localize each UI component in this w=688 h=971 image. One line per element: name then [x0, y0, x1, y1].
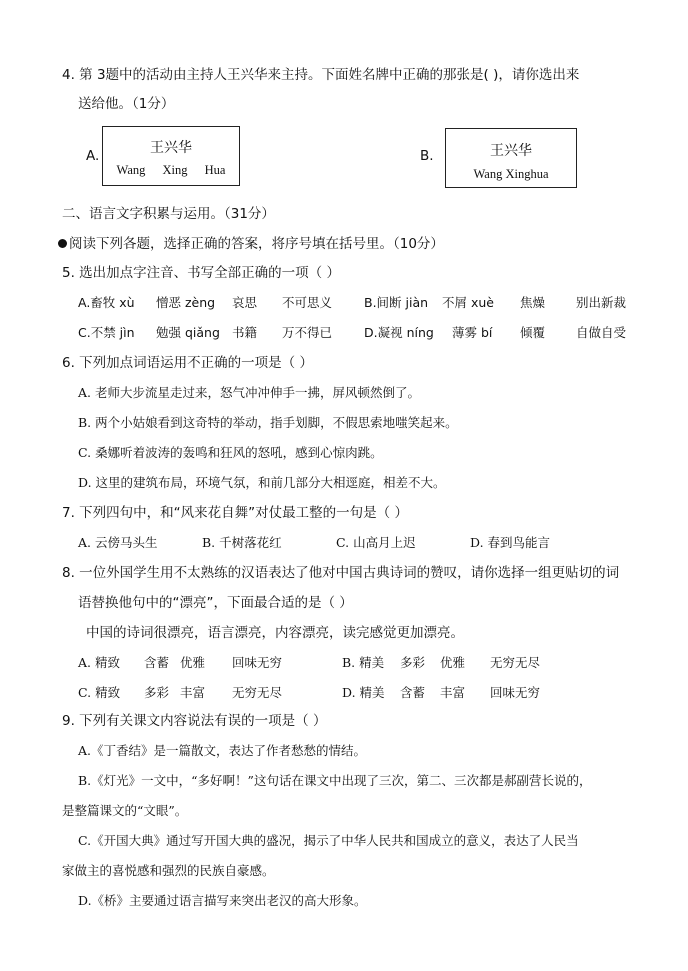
- q8-option-b-2: 多彩: [400, 655, 426, 670]
- q5-option-a-3: 哀思: [232, 295, 258, 310]
- q7-option-b: B. 千树落花红: [202, 535, 282, 550]
- q8-quote: 中国的诗词很漂亮，语言漂亮，内容漂亮，读完感觉更加漂亮。: [86, 625, 464, 641]
- name-card-a-pinyin: Wang Xing Hua: [116, 163, 226, 177]
- q5-option-c-2: 勉强 qiǎng: [156, 325, 220, 340]
- q8-option-a-2: 含蓄: [144, 655, 170, 670]
- q5-option-c-1: C.不禁 jìn: [78, 325, 135, 340]
- q5-option-b-1: B.间断 jiàn: [364, 295, 429, 310]
- q5-option-c-3: 书籍: [232, 325, 258, 340]
- q4-stem-line2: 送给他。（1分）: [78, 96, 175, 112]
- q8-option-b-4: 无穷无尽: [490, 655, 541, 670]
- q7-option-a: A. 云傍马头生: [78, 535, 158, 550]
- q9-stem: 9. 下列有关课文内容说法有误的一项是（ ）: [62, 713, 327, 729]
- q9-option-b-line1: B.《灯光》一文中，“多好啊！”这句话在课文中出现了三次，第二、三次都是郝副营长说的，: [78, 773, 592, 788]
- q9-option-a: A.《丁香结》是一篇散文，表达了作者愁愁的情结。: [78, 743, 367, 758]
- q5-option-a-1: A.畜牧 xù: [78, 295, 135, 310]
- q6-option-c: C. 桑娜听着波涛的轰鸣和狂风的怒吼，感到心惊肉跳。: [78, 445, 383, 460]
- q6-option-a: A. 老师大步流星走过来，怒气冲冲伸手一拂，屏风顿然倒了。: [78, 385, 420, 400]
- q6-option-d: D. 这里的建筑布局，环境气氛，和前几部分大相逕庭，相差不大。: [78, 475, 446, 490]
- q8-option-d-2: 含蓄: [400, 685, 426, 700]
- q7-option-d: D. 春到鸟能言: [470, 535, 551, 550]
- q8-option-d-4: 回味无穷: [490, 685, 541, 700]
- q5-option-d-4: 自做自受: [576, 325, 627, 340]
- q5-option-a-4: 不可思义: [282, 295, 333, 310]
- q8-option-a-3: 优雅: [180, 655, 206, 670]
- q9-option-d: D.《桥》主要通过语言描写来突出老汉的高大形象。: [78, 893, 367, 908]
- bullet-icon: [58, 239, 67, 248]
- q8-option-c-2: 多彩: [144, 685, 170, 700]
- q8-option-a-4: 回味无穷: [232, 655, 283, 670]
- q5-option-b-4: 别出新裁: [576, 295, 627, 310]
- name-card-b-pinyin: Wang Xinghua: [473, 167, 549, 181]
- q5-option-d-3: 倾覆: [520, 325, 546, 340]
- q8-stem-line2: 语替换他句中的“漂亮”，下面最合适的是（ ）: [78, 595, 353, 611]
- q8-option-c-1: C. 精致: [78, 685, 121, 700]
- q8-option-c-3: 丰富: [180, 685, 206, 700]
- q7-option-c: C. 山高月上迟: [336, 535, 416, 550]
- q9-option-c-line2: 家做主的喜悦感和强烈的民族自豪感。: [62, 863, 275, 878]
- q5-option-b-2: 不屑 xuè: [442, 295, 494, 310]
- section-title: 二、语言文字积累与运用。（31分）: [62, 206, 275, 222]
- q8-option-d-1: D. 精美: [342, 685, 385, 700]
- q6-option-b: B. 两个小姑娘看到这奇特的举动，指手划脚，不假思索地嗤笑起来。: [78, 415, 458, 430]
- q9-option-c-line1: C.《开国大典》通过写开国大典的盛况，揭示了中华人民共和国成立的意义，表达了人民当: [78, 833, 579, 848]
- q5-option-c-4: 万不得已: [282, 325, 333, 340]
- q5-option-d-1: D.凝视 níng: [364, 325, 434, 340]
- q4-option-b-label: B.: [420, 148, 434, 164]
- q8-option-b-3: 优雅: [440, 655, 466, 670]
- q4-option-a-label: A.: [86, 148, 100, 164]
- q6-stem: 6. 下列加点词语运用不正确的一项是（ ）: [62, 355, 313, 371]
- name-card-b: [445, 128, 577, 188]
- name-card-b-chinese: 王兴华: [490, 143, 532, 159]
- section-instruction: [58, 235, 444, 253]
- q5-stem: 5. 选出加点字注音、书写全部正确的一项（ ）: [62, 265, 340, 281]
- q4-stem-line1: 4. 第 3题中的活动由主持人王兴华来主持。下面姓名牌中正确的那张是( )，请你选出来: [62, 67, 580, 83]
- q5-option-d-2: 薄雾 bí: [452, 325, 493, 340]
- q8-option-a-1: A. 精致: [78, 655, 120, 670]
- q7-stem: 7. 下列四句中，和“风来花自舞”对仗最工整的一句是（ ）: [62, 505, 408, 521]
- q9-option-b-line2: 是整篇课文的“文眼”。: [62, 803, 188, 818]
- q8-option-c-4: 无穷无尽: [232, 685, 283, 700]
- section-instruction-text: 阅读下列各题，选择正确的答案，将序号填在括号里。（10分）: [69, 236, 444, 252]
- q5-option-a-2: 憎恶 zèng: [156, 295, 216, 310]
- q8-option-b-1: B. 精美: [342, 655, 385, 670]
- name-card-a-chinese: 王兴华: [150, 140, 192, 156]
- q8-option-d-3: 丰富: [440, 685, 466, 700]
- q5-option-b-3: 焦燥: [520, 295, 546, 310]
- name-card-a: [102, 126, 240, 186]
- q8-stem-line1: 8. 一位外国学生用不太熟练的汉语表达了他对中国古典诗词的赞叹，请你选择一组更贴切的词: [62, 565, 620, 581]
